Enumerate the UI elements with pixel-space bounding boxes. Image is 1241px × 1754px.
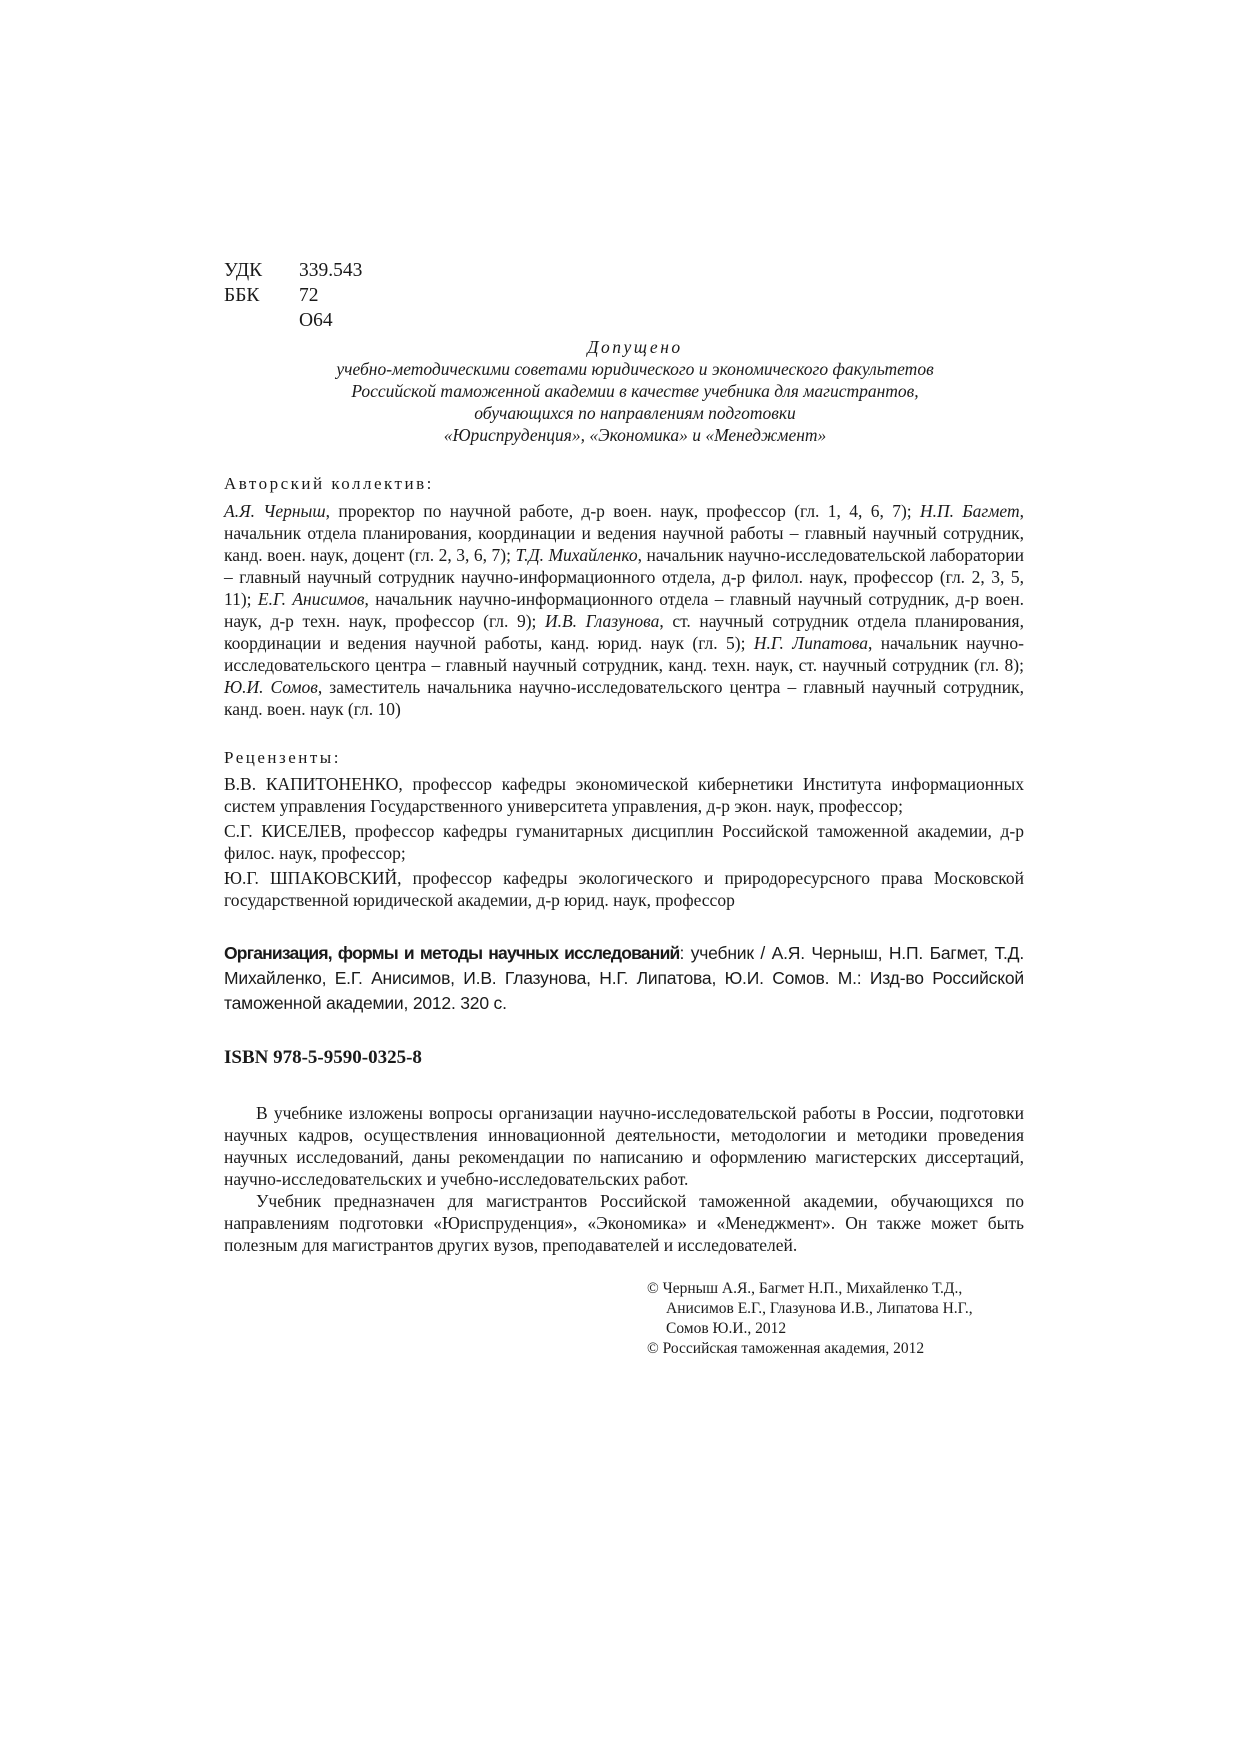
document-page [224,258,1024,1359]
approval-line: «Юриспруденция», «Экономика» и «Менеджмент» [443,425,827,445]
author-name: Е.Г. Анисимов [257,589,365,609]
author-info: , заместитель начальника научно-исследовательского центра – главный научный сотрудник, канд. воен. наук (гл. 10) [224,677,1024,719]
classification-codes [224,258,1024,333]
bibliographic-record [224,941,1024,1016]
reviewer-entry: В.В. КАПИТОНЕНКО, профессор кафедры экономической кибернетики Института информационных систем управления Государственного университета управления, д-р экон. наук, профессор; [224,774,1024,816]
udk-label: УДК [224,260,263,281]
copyright-line: © Российская таможенная академия, 2012 [647,1340,925,1357]
reviewers-title: Рецензенты: [224,748,341,767]
bibliographic-details: : учебник / А.Я. Черныш, Н.П. Багмет, Т.Д. Михайленко, Е.Г. Анисимов, И.В. Глазунова, Н.Г. Липатова, Ю.И. Сомов. М.: Изд-во Российской таможенной академии, 2012. 320 с. [224,943,1024,1013]
author-info: , начальник научно-исследовательского центра – главный научный сотрудник, канд. техн. наук, ст. научный сотрудник (гл. 8); [224,633,1025,675]
approval-line: учебно-методическими советами юридического и экономического факультетов [336,359,934,379]
copyright-line: Сомов Ю.И., 2012 [666,1320,787,1337]
author-info: , проректор по научной работе, д-р воен. наук, профессор (гл. 1, 4, 6, 7); [325,501,920,521]
author-sign: О64 [299,310,333,331]
reviewer-entry: Ю.Г. ШПАКОВСКИЙ, профессор кафедры экологического и природоресурсного права Московской государственной юридической академии, д-р юрид. наук, профессор [224,868,1024,910]
approval-heading: Допущено [587,337,683,357]
author-name: И.В. Глазунова [544,611,660,631]
author-name: Ю.И. Сомов [224,677,318,697]
copyright-line: © Черныш А.Я., Багмет Н.П., Михайленко Т.Д., [647,1280,963,1297]
isbn: ISBN 978-5-9590-0325-8 [224,1047,422,1068]
approval-stamp [246,336,1024,446]
bbk-row [224,283,1024,308]
author-info: , ст. научный сотрудник отдела планирования, координации и ведения научной работы, канд. юрид. наук (гл. 5); [224,611,1024,653]
book-title: Организация, формы и методы научных исследований [224,943,680,963]
udk-value: 339.543 [299,260,363,281]
author-name: А.Я. Черныш [224,501,326,521]
author-sign-row [224,308,1024,333]
author-info: , начальник отдела планирования, координации и ведения научной работы – главный научный сотрудник, канд. воен. наук, доцент (гл. 2, 3, 6, 7); [224,501,1024,565]
authors-list [224,500,1024,720]
author-info: , начальник научно-исследовательской лаборатории – главный научный сотрудник научно-информационного отдела, д-р филол. наук, профессор (гл. 2, 3, 5, 11); [224,545,1024,609]
abstract-paragraph: В учебнике изложены вопросы организации научно-исследовательской работы в России, подготовки научных кадров, осуществления инновационной деятельности, методологии и методики проведения научных исследований, даны рекомендации по написанию и оформлению магистерских диссертаций, научно-исследовательских и учебно-исследовательских работ. [224,1103,1024,1189]
approval-line: Российской таможенной академии в качестве учебника для магистрантов, [351,381,919,401]
reviewer-entry: С.Г. КИСЕЛЕВ, профессор кафедры гуманитарных дисциплин Российской таможенной академии, д-р филос. наук, профессор; [224,821,1024,863]
author-name: Т.Д. Михайленко [515,545,638,565]
approval-line: обучающихся по направлениям подготовки [474,403,796,423]
authors-title: Авторский коллектив: [224,474,434,493]
bbk-label: ББК [224,285,260,306]
copyright-line: Анисимов Е.Г., Глазунова И.В., Липатова Н.Г., [666,1300,973,1317]
author-name: Н.Г. Липатова [753,633,868,653]
abstract [224,1102,1024,1256]
author-info: , начальник научно-информационного отдела – главный научный сотрудник, д-р воен. наук, д-р техн. наук, профессор (гл. 9); [224,589,1024,631]
abstract-paragraph: Учебник предназначен для магистрантов Российской таможенной академии, обучающихся по направлениям подготовки «Юриспруденция», «Экономика» и «Менеджмент». Он также может быть полезным для магистрантов других вузов, преподавателей и исследователей. [224,1191,1024,1255]
udk-row [224,258,1024,283]
author-name: Н.П. Багмет [919,501,1020,521]
bbk-value: 72 [299,285,319,306]
copyright-block [647,1279,1024,1359]
